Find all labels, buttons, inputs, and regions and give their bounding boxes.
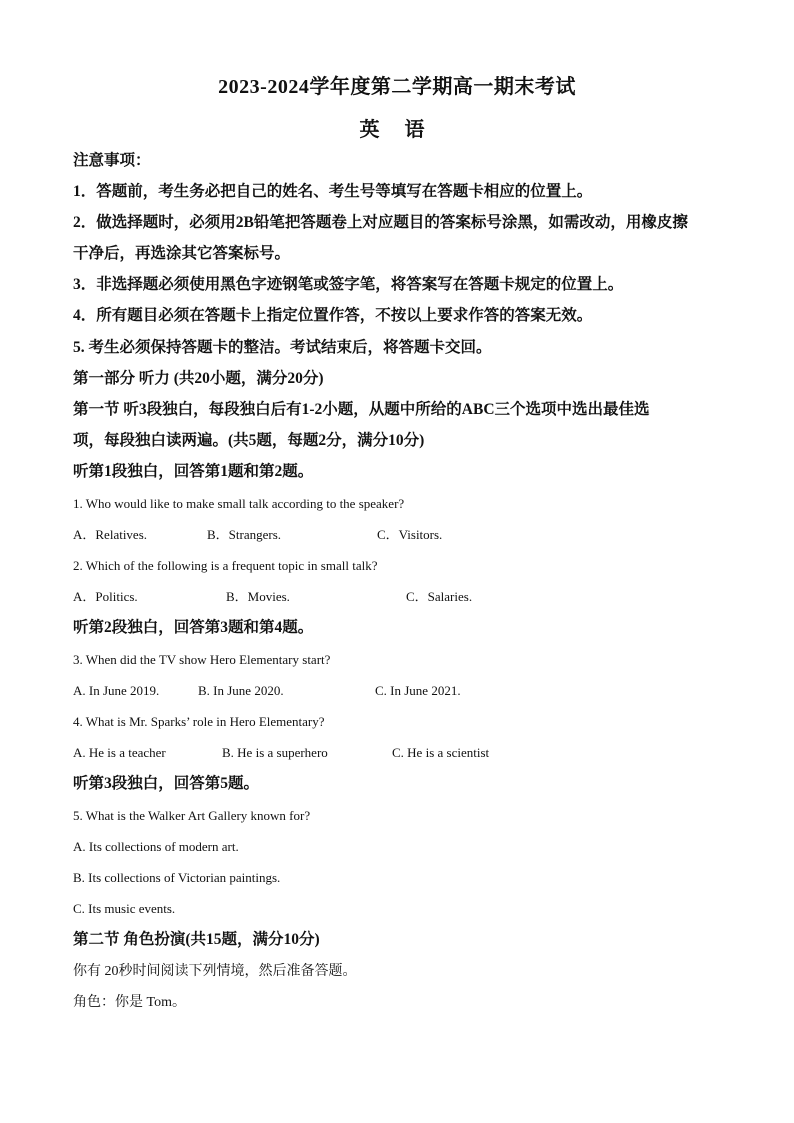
question-5: 5. What is the Walker Art Gallery known for? (73, 808, 311, 823)
question-4: 4. What is Mr. Sparks’ role in Hero Elementary? (73, 714, 325, 729)
section2-role: 角色：你是 Tom。 (73, 995, 186, 1010)
notice-item-4: 4．所有题目必须在答题卡上指定位置作答，不按以上要求作答的答案无效。 (73, 307, 593, 324)
monologue-1-heading: 听第1段独白，回答第1题和第2题。 (73, 463, 314, 480)
section2-heading: 第二节 角色扮演(共15题，满分10分) (73, 931, 320, 948)
monologue-3-heading: 听第3段独白，回答第5题。 (73, 775, 260, 792)
notice-item-5: 5. 考生必须保持答题卡的整洁。考试结束后，将答题卡交回。 (73, 339, 492, 356)
exam-title: 2023-2024学年度第二学期高一期末考试 (218, 76, 576, 98)
question-1-option-a: A．Relatives. (73, 527, 148, 542)
question-2: 2. Which of the following is a frequent topic in small talk? (73, 558, 378, 573)
question-4-option-b: B. He is a superhero (222, 745, 328, 760)
section2-instruction: 你有 20秒时间阅读下列情境，然后准备答题。 (73, 964, 357, 979)
question-5-option-b: B. Its collections of Victorian paintings. (73, 870, 281, 885)
question-5-option-c: C. Its music events. (73, 901, 176, 916)
monologue-2-heading: 听第2段独白，回答第3题和第4题。 (73, 619, 314, 636)
question-2-option-b: B．Movies. (226, 589, 290, 604)
notice-item-1: 1．答题前，考生务必把自己的姓名、考生号等填写在答题卡相应的位置上。 (73, 183, 593, 200)
section1-instruction-1: 第一节 听3段独白，每段独白后有1-2小题，从题中所给的ABC三个选项中选出最佳选 (73, 401, 650, 418)
question-3-option-c: C. In June 2021. (375, 683, 461, 698)
notice-heading: 注意事项： (73, 152, 151, 169)
question-2-option-c: C．Salaries. (406, 589, 473, 604)
question-4-option-a: A. He is a teacher (73, 745, 166, 760)
question-1: 1. Who would like to make small talk according to the speaker? (73, 496, 405, 511)
section1-instruction-2: 项，每段独白读两遍。(共5题，每题2分，满分10分) (73, 432, 425, 449)
question-5-option-a: A. Its collections of modern art. (73, 839, 239, 854)
notice-item-2: 2．做选择题时，必须用2B铅笔把答题卷上对应题目的答案标号涂黑，如需改动，用橡皮擦 (73, 214, 688, 231)
part1-heading: 第一部分 听力 (共20小题，满分20分) (73, 370, 324, 387)
question-1-option-c: C．Visitors. (377, 527, 443, 542)
question-4-option-c: C. He is a scientist (392, 745, 490, 760)
notice-item-2-cont: 干净后，再选涂其它答案标号。 (73, 245, 291, 262)
question-3-option-b: B. In June 2020. (198, 683, 284, 698)
question-2-option-a: A．Politics. (73, 589, 138, 604)
question-3-option-a: A. In June 2019. (73, 683, 160, 698)
question-3: 3. When did the TV show Hero Elementary start? (73, 652, 331, 667)
question-1-option-b: B．Strangers. (207, 527, 282, 542)
exam-subject: 英 语 (359, 119, 435, 141)
notice-item-3: 3．非选择题必须使用黑色字迹钢笔或签字笔，将答案写在答题卡规定的位置上。 (73, 276, 624, 293)
